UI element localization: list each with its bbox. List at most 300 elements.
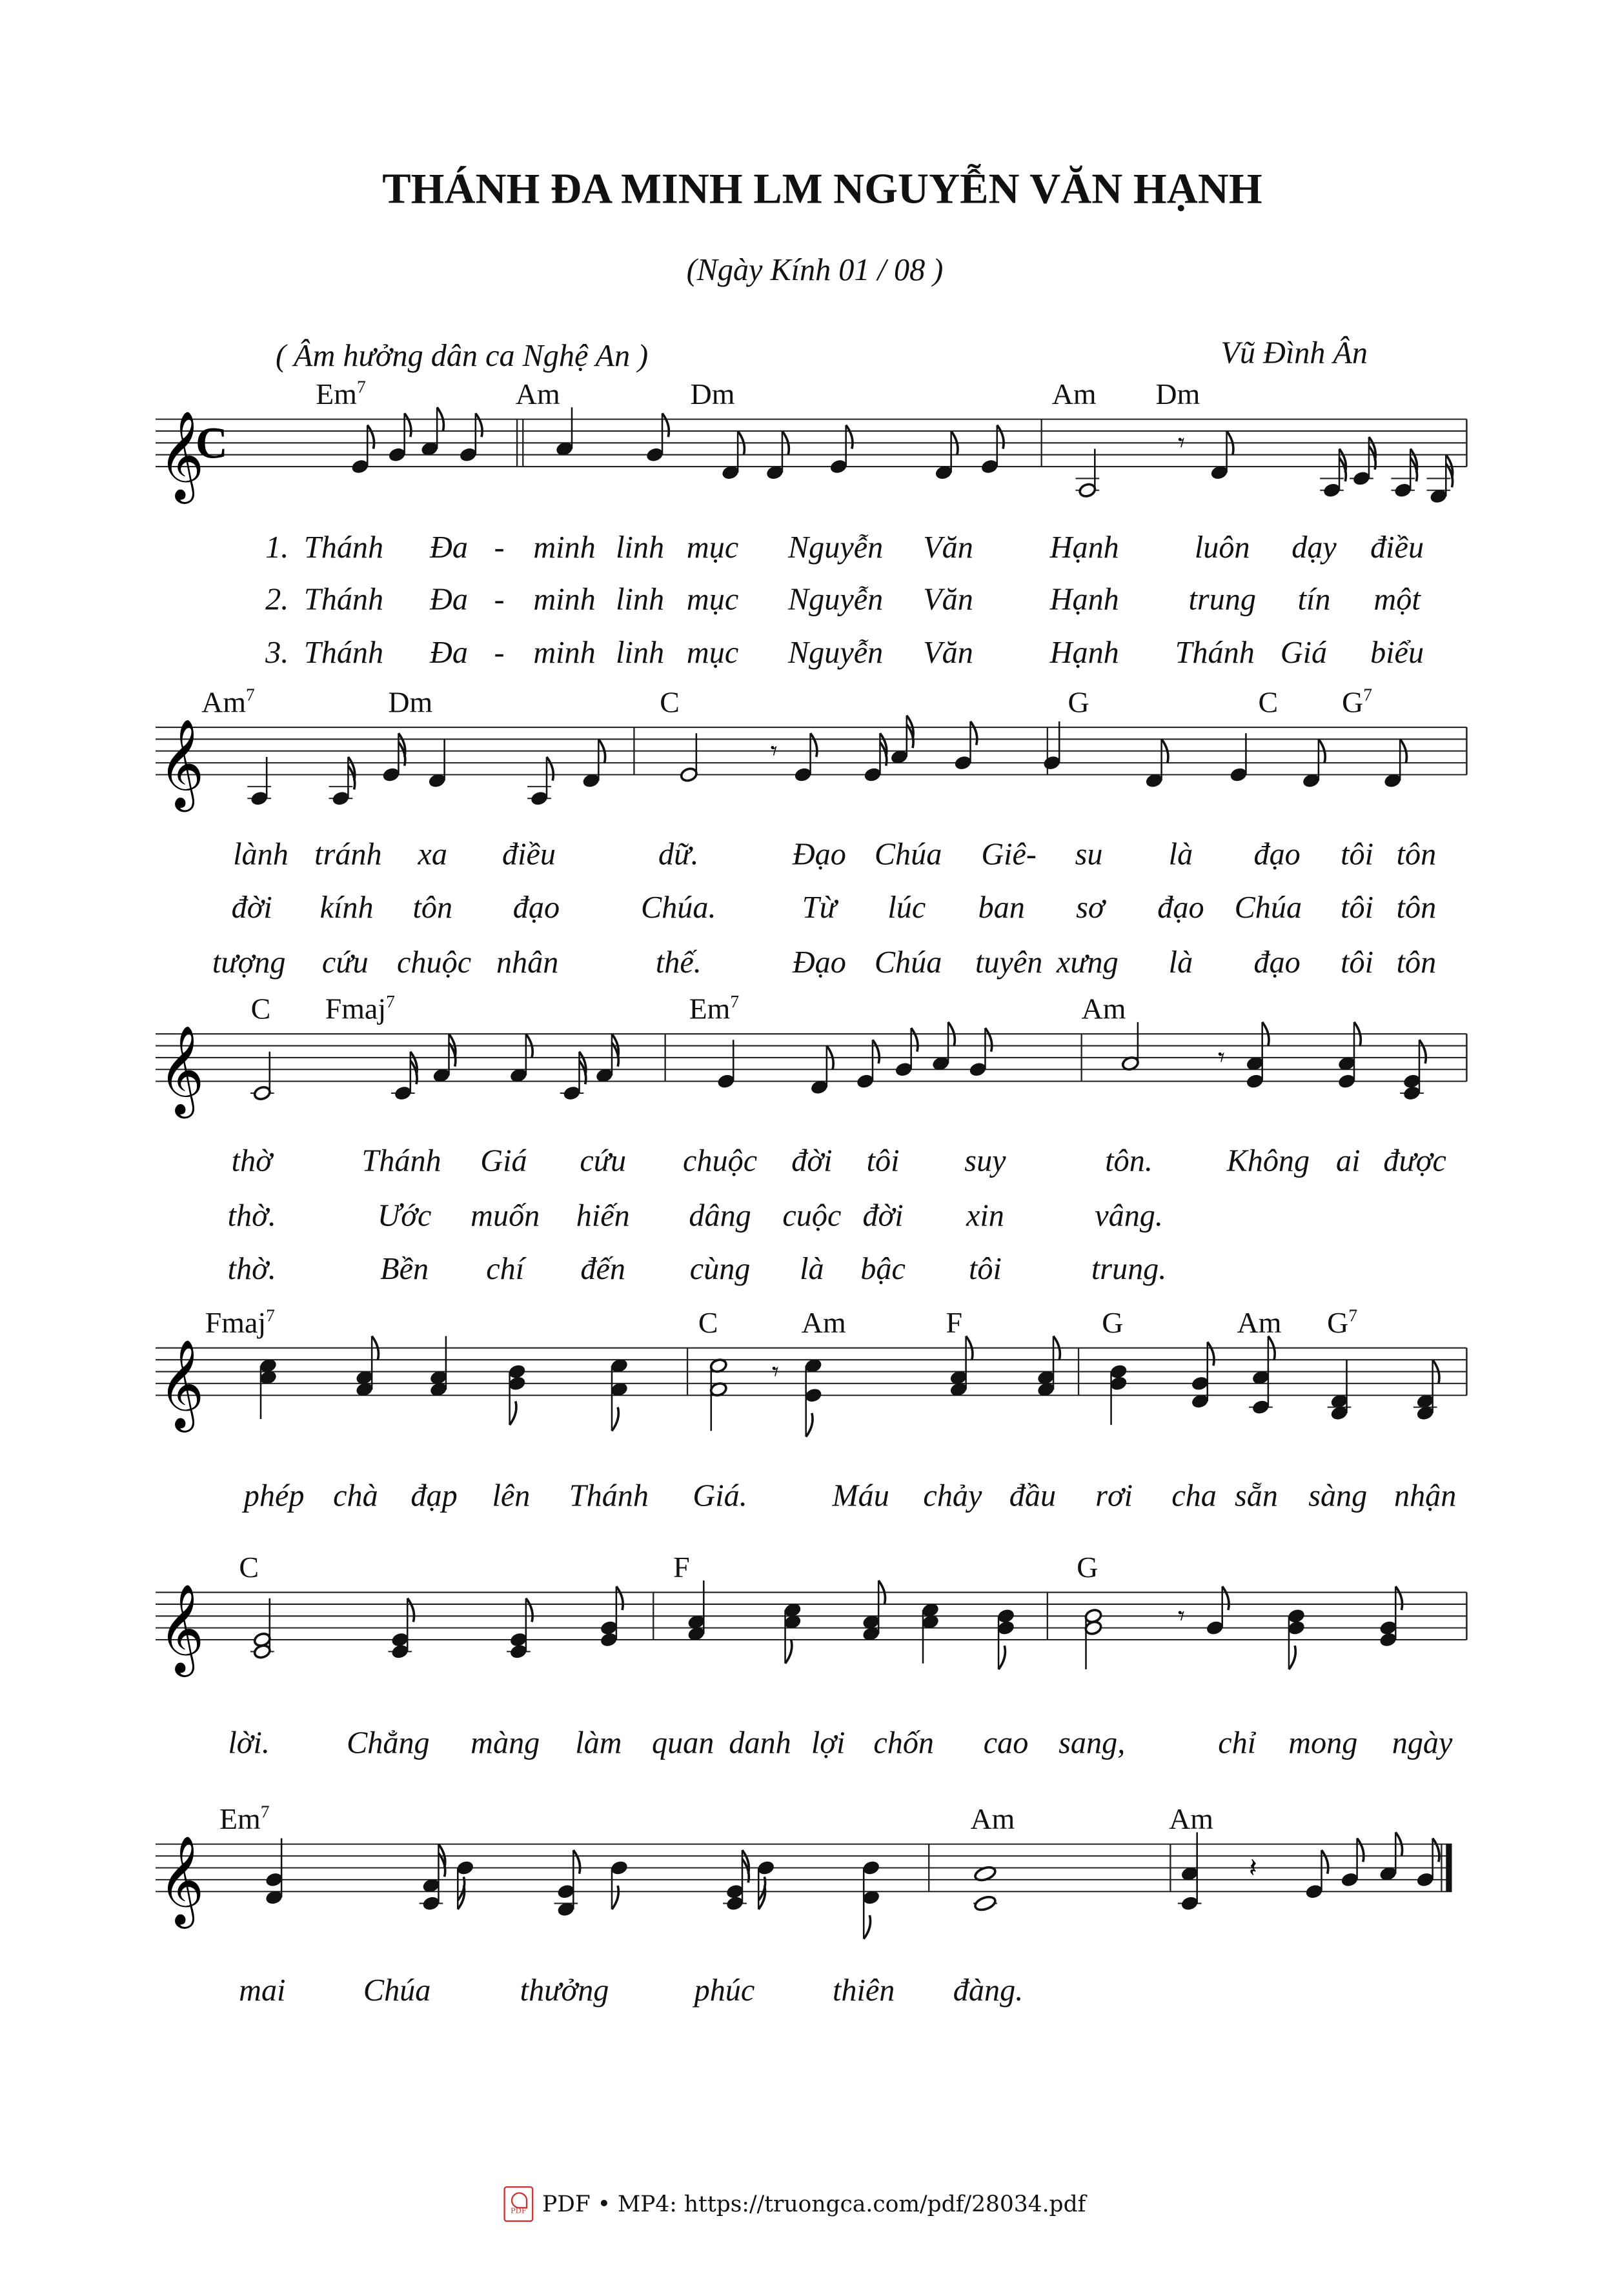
note-head <box>253 1085 271 1102</box>
note-flag <box>1395 1586 1402 1610</box>
note-flag <box>985 1028 991 1052</box>
lyric-syllable: chí <box>486 1251 525 1287</box>
note-head <box>973 1895 997 1912</box>
lyric-syllable: đời <box>862 1197 904 1233</box>
lyric-syllable: lành <box>233 836 289 872</box>
chord-root: Fmaj <box>325 993 387 1026</box>
lyric-syllable: màng <box>471 1724 540 1761</box>
lyric-syllable: mục <box>686 529 739 565</box>
note-head <box>1341 1872 1359 1888</box>
note-head <box>557 1884 575 1900</box>
chord-symbol <box>1155 376 1200 413</box>
lyric-syllable: Giê- <box>981 836 1037 872</box>
lyric-syllable: sang, <box>1058 1724 1126 1761</box>
note-head <box>895 1062 913 1078</box>
note-head <box>856 1073 874 1089</box>
note-flag <box>1222 1586 1229 1610</box>
note-head <box>1379 1632 1397 1648</box>
lyric-syllable: đến <box>580 1251 626 1287</box>
lyric-syllable: Đa <box>430 634 468 670</box>
lyric-syllable: Giá <box>480 1142 527 1178</box>
chord-symbol <box>691 376 735 413</box>
chord-extension: 7 <box>246 684 255 705</box>
chord-root: G <box>1077 1551 1099 1585</box>
note-head <box>1251 1399 1270 1415</box>
lyric-syllable: hiến <box>576 1197 630 1233</box>
lyric-syllable: suy <box>964 1142 1006 1178</box>
rest-icon: 𝄽 <box>1249 1852 1257 1884</box>
lyric-syllable: Đạo <box>792 836 846 872</box>
note-head <box>530 791 548 807</box>
lyric-syllable: lúc <box>887 889 926 925</box>
lyric-syllable: đạo <box>512 889 560 925</box>
lyric-syllable: được <box>1383 1142 1446 1178</box>
chord-root: Am <box>970 1804 1015 1837</box>
composer: Vũ Đình Ân <box>1220 334 1368 370</box>
lyric-syllable: Máu <box>832 1477 889 1513</box>
note-head <box>1379 1620 1397 1636</box>
note-head <box>980 459 998 475</box>
lyric-syllable: Hạnh <box>1049 581 1119 618</box>
lyric-syllable: là <box>1168 836 1193 872</box>
note-head <box>725 1884 744 1900</box>
rest-icon: 𝄾 <box>1177 427 1185 459</box>
lyric-syllable: Nguyễn <box>787 634 884 670</box>
lyric-syllable: đạp <box>410 1477 458 1513</box>
lyric-syllable: xa <box>418 836 448 872</box>
lyric-syllable: chà <box>333 1477 378 1513</box>
note-head <box>250 791 268 807</box>
note-flag <box>997 425 1004 449</box>
note-flag <box>806 1413 813 1437</box>
note-head <box>332 791 350 807</box>
chord-root: G <box>1342 687 1364 720</box>
lyric-syllable: đàng. <box>953 1972 1024 2008</box>
lyric-syllable: Hạnh <box>1049 634 1119 670</box>
lyric-syllable: nhân <box>496 944 559 980</box>
chord-symbol <box>516 376 560 413</box>
chord-symbol <box>1237 1305 1282 1342</box>
note-head <box>1287 1620 1305 1636</box>
lyric-syllable: Chúa. <box>641 889 716 925</box>
chord-symbol <box>1082 991 1126 1028</box>
chord-extension: 7 <box>386 991 395 1012</box>
chord-symbol <box>325 991 395 1028</box>
lyric-syllable: - <box>494 529 505 565</box>
note-head <box>422 1895 440 1911</box>
note-head <box>1078 482 1097 498</box>
chord-root: Fmaj <box>205 1307 267 1340</box>
lyric-syllable: Bền <box>380 1251 429 1287</box>
lyric-syllable: cứu <box>321 944 369 980</box>
lyric-syllable: Chẳng <box>347 1724 430 1761</box>
lyric-syllable: mong <box>1288 1724 1358 1761</box>
lyric-syllable: tránh <box>314 836 382 872</box>
chord-symbol <box>1068 684 1089 721</box>
lyric-syllable: cuộc <box>782 1197 842 1233</box>
lyric-syllable: dâng <box>689 1197 751 1233</box>
chord-root: Am <box>201 687 247 720</box>
chord-extension: 7 <box>266 1305 275 1326</box>
treble-clef-icon: 𝄞 <box>158 1835 205 1926</box>
lyric-syllable: Thánh <box>303 581 384 618</box>
lyric-syllable: làm <box>575 1724 622 1761</box>
chord-root: C <box>250 993 271 1026</box>
footer[interactable] <box>503 2186 1086 2222</box>
lyric-syllable: Giá <box>1280 634 1328 670</box>
lyric-syllable: muốn <box>471 1197 540 1233</box>
lyric-syllable: một <box>1373 581 1421 618</box>
lyric-syllable: rơi <box>1095 1477 1133 1513</box>
chord-symbol <box>1327 1305 1357 1342</box>
note-flag <box>1289 1646 1295 1669</box>
lyric-syllable: tôi <box>1341 836 1374 872</box>
chord-root: Dm <box>1155 378 1200 412</box>
lyric-syllable: Đa <box>430 581 468 618</box>
note-flag <box>785 1640 792 1664</box>
lyric-syllable: trung <box>1188 581 1256 618</box>
style-note: ( Âm hưởng dân ca Nghệ An ) <box>275 337 649 374</box>
lyric-syllable: Thánh <box>303 529 384 565</box>
note-head <box>997 1620 1015 1636</box>
lyric-syllable: Chúa <box>363 1972 431 2008</box>
chord-symbol <box>1259 684 1279 721</box>
lyric-syllable: lên <box>492 1477 531 1513</box>
note-head <box>954 755 972 771</box>
lyric-syllable: Văn <box>923 529 973 565</box>
lyric-syllable: ai <box>1336 1142 1361 1178</box>
lyric-syllable: dữ. <box>658 836 699 872</box>
note-head <box>757 1860 775 1876</box>
lyric-syllable: Văn <box>923 634 973 670</box>
chord-symbol <box>946 1305 962 1342</box>
lyric-syllable: tôi <box>1341 944 1374 980</box>
note-flag <box>1208 1342 1214 1366</box>
chord-root: G <box>1102 1307 1124 1340</box>
lyric-syllable: Thánh <box>569 1477 649 1513</box>
rest-icon: 𝄾 <box>1217 1042 1225 1073</box>
song-subtitle: (Ngày Kính 01 / 08 ) <box>686 252 944 288</box>
lyric-syllable: Chúa <box>1234 889 1302 925</box>
lyric-syllable: sơ <box>1076 889 1105 925</box>
chord-root: Em <box>219 1804 261 1837</box>
note-flag <box>526 1598 532 1622</box>
lyric-syllable: cứu <box>580 1142 627 1178</box>
note-head <box>1109 1364 1128 1380</box>
lyric-syllable: đạo <box>1157 889 1204 925</box>
lyric-syllable: vâng. <box>1095 1197 1163 1233</box>
lyric-syllable: Nguyễn <box>787 581 884 618</box>
lyric-syllable: Đạo <box>792 944 846 980</box>
note-flag <box>407 1598 414 1622</box>
note-head <box>829 459 847 475</box>
pdf-icon[interactable]: PDF <box>503 2186 533 2222</box>
chord-root: Em <box>689 993 731 1026</box>
chord-symbol <box>970 1801 1015 1838</box>
lyric-syllable: linh <box>616 634 665 670</box>
lyric-syllable: danh <box>729 1724 791 1761</box>
note-head <box>645 447 663 463</box>
note-head <box>1352 470 1370 487</box>
lyric-syllable: Chúa <box>874 836 942 872</box>
lyric-syllable: luôn <box>1194 529 1250 565</box>
lyric-syllable: quan <box>651 1724 714 1761</box>
lyric-syllable: minh <box>533 529 596 565</box>
lyric-syllable: bậc <box>860 1251 906 1287</box>
note-head <box>1191 1376 1209 1392</box>
chord-root: Dm <box>388 687 433 720</box>
chord-symbol <box>1342 684 1372 721</box>
lyric-syllable: thờ. <box>227 1197 276 1233</box>
note-head <box>1403 1073 1421 1089</box>
lyric-syllable: trung. <box>1091 1251 1167 1287</box>
lyric-syllable: cao <box>983 1724 1029 1761</box>
note-flag <box>1419 1040 1426 1063</box>
chord-extension: 7 <box>1348 1305 1358 1326</box>
lyric-syllable: linh <box>616 581 665 618</box>
footer-link[interactable]: PDF • MP4: https://truongca.com/pdf/28034.pdf <box>542 2190 1086 2218</box>
note-flag <box>1433 1838 1439 1862</box>
note-head <box>382 767 400 783</box>
lyric-syllable: thiên <box>833 1972 895 2008</box>
note-flag <box>510 1401 516 1425</box>
note-head <box>717 1073 735 1089</box>
lyric-syllable: sàng <box>1308 1477 1368 1513</box>
chord-root: Am <box>1081 993 1126 1026</box>
chord-root: Dm <box>690 378 735 412</box>
note-flag <box>612 1407 618 1431</box>
note-flag <box>547 757 553 781</box>
lyric-syllable: Giá. <box>693 1477 747 1513</box>
lyric-syllable: dạy <box>1291 529 1337 565</box>
lyric-syllable: ban <box>978 889 1025 925</box>
lyric-syllable: thờ. <box>227 1251 276 1287</box>
note-head <box>1109 1376 1128 1392</box>
lyric-syllable: là <box>1168 944 1193 980</box>
note-flag <box>1357 1838 1364 1862</box>
lyric-syllable: tôi <box>968 1251 1002 1287</box>
lyric-syllable: Từ <box>802 889 836 925</box>
chord-root: Am <box>515 378 560 412</box>
lyric-syllable: điều <box>501 836 556 872</box>
note-head <box>610 1860 628 1876</box>
note-flag <box>811 733 817 757</box>
note-flag <box>662 413 669 437</box>
note-flag <box>873 1040 879 1063</box>
lyric-syllable: mục <box>686 634 739 670</box>
note-head <box>265 1872 283 1888</box>
note-head <box>253 1644 271 1660</box>
treble-clef-icon: 𝄞 <box>158 718 205 809</box>
lyric-syllable: 1. <box>265 529 289 565</box>
chord-root: C <box>239 1551 259 1585</box>
chord-root: F <box>946 1307 963 1340</box>
lyric-syllable: tượng <box>212 944 286 980</box>
chord-symbol <box>1052 376 1097 413</box>
lyric-syllable: tín <box>1297 581 1331 618</box>
note-head <box>509 1632 527 1648</box>
note-head <box>351 459 369 475</box>
note-head <box>1084 1620 1102 1636</box>
lyric-syllable: Hạnh <box>1049 529 1119 565</box>
chord-symbol <box>239 1549 259 1586</box>
note-flag <box>1321 1850 1328 1874</box>
lyric-syllable: ngày <box>1392 1724 1453 1761</box>
lyric-syllable: đời <box>791 1142 833 1178</box>
lyric-syllable: Ước <box>377 1197 432 1233</box>
note-head <box>508 1376 526 1392</box>
note-head <box>794 767 812 783</box>
note-head <box>391 1632 409 1648</box>
note-flag <box>573 1850 580 1874</box>
treble-clef-icon: 𝄞 <box>158 410 205 501</box>
note-head <box>864 767 882 783</box>
chord-symbol <box>1169 1801 1213 1838</box>
note-head <box>1206 1620 1224 1636</box>
lyric-syllable: Thánh <box>303 634 384 670</box>
lyric-syllable: thờ <box>231 1142 272 1178</box>
lyric-syllable: chỉ <box>1218 1724 1257 1761</box>
lyric-syllable: mục <box>686 581 739 618</box>
lyric-syllable: Không <box>1226 1142 1310 1178</box>
lyric-syllable: đạo <box>1253 944 1301 980</box>
note-head <box>459 447 477 463</box>
lyric-syllable: lợi <box>811 1724 846 1761</box>
lyric-syllable: tôn. <box>1105 1142 1153 1178</box>
chord-symbol <box>689 991 740 1028</box>
lyric-syllable: mai <box>239 1972 286 2008</box>
lyric-syllable: xưng <box>1056 944 1119 980</box>
chord-extension: 7 <box>1363 684 1373 705</box>
song-title: THÁNH ĐA MINH LM NGUYỄN VĂN HẠNH <box>382 166 1262 214</box>
lyric-syllable: Nguyễn <box>787 529 884 565</box>
chord-root: C <box>698 1307 718 1340</box>
lyric-syllable: đạo <box>1253 836 1301 872</box>
note-head <box>1287 1608 1305 1624</box>
lyric-syllable: tôi <box>1341 889 1374 925</box>
note-head <box>997 1608 1015 1624</box>
lyric-syllable: phép <box>243 1477 305 1513</box>
lyric-syllable: minh <box>533 634 596 670</box>
lyric-syllable: phúc <box>694 1972 755 2008</box>
lyric-syllable: su <box>1075 836 1103 872</box>
lyric-syllable: tôn <box>1396 836 1437 872</box>
note-flag <box>612 1886 618 1909</box>
chord-root: Am <box>801 1307 846 1340</box>
lyric-syllable: nhận <box>1393 1477 1457 1513</box>
lyric-syllable: là <box>800 1251 824 1287</box>
lyric-syllable: - <box>494 634 505 670</box>
chord-root: Am <box>1051 378 1097 412</box>
lyric-syllable: tôn <box>1396 944 1437 980</box>
treble-clef-icon: 𝄞 <box>158 1583 205 1673</box>
note-head <box>456 1860 474 1876</box>
chord-symbol <box>1077 1549 1098 1586</box>
chord-symbol <box>673 1549 690 1586</box>
note-head <box>394 1085 412 1102</box>
lyric-syllable: tôn <box>412 889 453 925</box>
note-flag <box>846 425 853 449</box>
lyric-syllable: Chúa <box>874 944 942 980</box>
lyric-syllable: thưởng <box>520 1972 609 2008</box>
note-flag <box>616 1586 623 1610</box>
lyric-syllable: chuộc <box>396 944 472 980</box>
chord-root: G <box>1068 687 1089 720</box>
note-head <box>388 447 406 463</box>
note-head <box>600 1632 618 1648</box>
chord-extension: 7 <box>260 1801 270 1822</box>
note-head <box>391 1644 409 1660</box>
chord-root: Am <box>1169 1804 1213 1837</box>
chord-symbol <box>1102 1305 1123 1342</box>
treble-clef-icon: 𝄞 <box>158 1339 205 1429</box>
note-head <box>1322 482 1341 498</box>
lyric-syllable: tuyên <box>975 944 1043 980</box>
rest-icon: 𝄾 <box>1177 1600 1185 1632</box>
lyric-syllable: chuộc <box>683 1142 758 1178</box>
chord-root: Am <box>1237 1307 1282 1340</box>
chord-symbol <box>316 376 366 413</box>
chord-symbol <box>219 1801 270 1838</box>
lyric-syllable: - <box>494 581 505 618</box>
chord-extension: 7 <box>356 376 366 398</box>
chord-symbol <box>205 1305 275 1342</box>
lyric-syllable: lời. <box>228 1724 270 1761</box>
chord-root: Em <box>316 378 357 412</box>
lyric-syllable: kính <box>319 889 374 925</box>
lyric-syllable: tôn <box>1396 889 1437 925</box>
lyric-syllable: đầu <box>1009 1477 1057 1513</box>
note-head <box>600 1620 618 1636</box>
note-flag <box>911 1028 918 1052</box>
note-head <box>1230 767 1248 783</box>
note-head <box>1416 1872 1434 1888</box>
lyric-syllable: thế. <box>655 944 702 980</box>
rest-icon: 𝄾 <box>770 735 778 767</box>
final-barline <box>1446 1844 1452 1891</box>
chord-root: C <box>660 687 680 720</box>
note-head <box>1394 482 1412 498</box>
lyric-syllable: Thánh <box>1175 634 1255 670</box>
lyric-syllable: Đa <box>430 529 468 565</box>
note-head <box>725 1895 744 1911</box>
note-head <box>1180 1895 1199 1911</box>
lyric-syllable: Thánh <box>361 1142 441 1178</box>
chord-symbol <box>698 1305 718 1342</box>
chord-root: F <box>673 1551 690 1585</box>
lyric-syllable: 3. <box>265 634 289 670</box>
note-head <box>508 1364 526 1380</box>
chord-symbol <box>388 684 432 721</box>
chord-root: C <box>1258 687 1279 720</box>
lyric-syllable: biểu <box>1370 634 1424 670</box>
lyric-syllable: Văn <box>923 581 973 618</box>
lyric-syllable: cha <box>1171 1477 1217 1513</box>
note-head <box>862 1860 880 1876</box>
lyric-syllable: xin <box>966 1197 1004 1233</box>
note-head <box>1043 755 1061 771</box>
note-head <box>563 1085 581 1102</box>
note-head <box>1337 1073 1355 1089</box>
lyric-syllable: 2. <box>265 581 289 618</box>
lyric-syllable: cùng <box>689 1251 751 1287</box>
note-head <box>1246 1073 1264 1089</box>
lyric-syllable: tôi <box>866 1142 900 1178</box>
lyric-syllable: sẵn <box>1235 1477 1278 1513</box>
chord-symbol <box>251 991 271 1028</box>
chord-symbol <box>201 684 255 721</box>
lyric-syllable: chốn <box>873 1724 935 1761</box>
